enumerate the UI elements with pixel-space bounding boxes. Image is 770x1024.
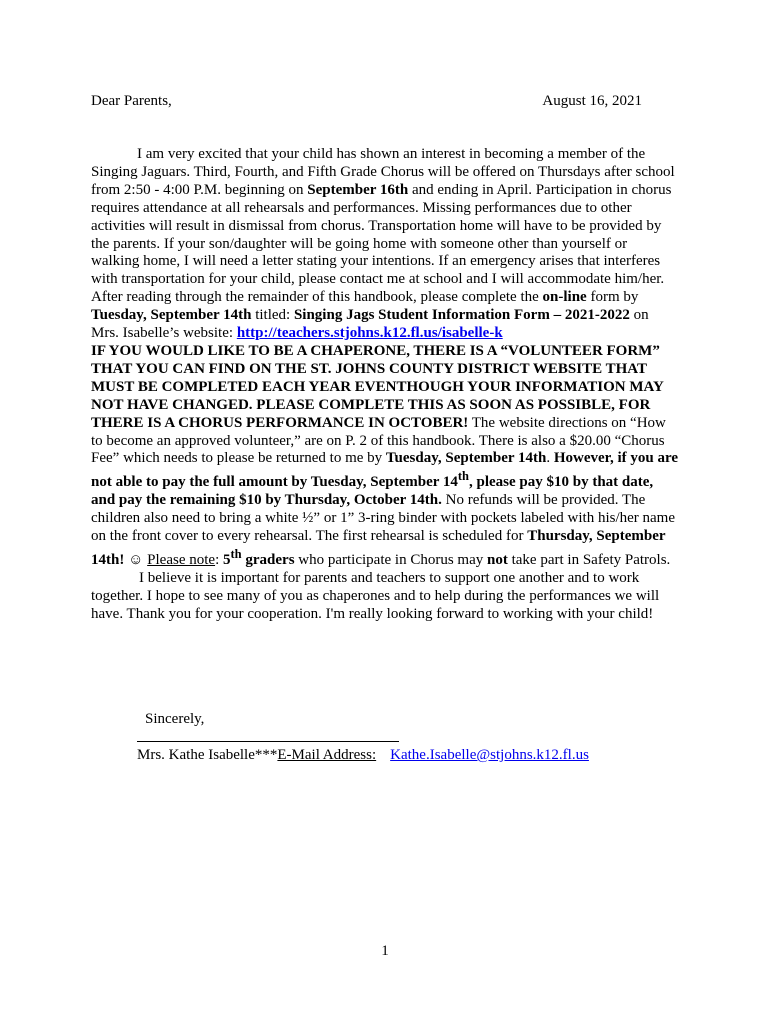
please-note: Please note [147,551,216,568]
closing: Sincerely, [145,711,205,727]
fee-deadline: However, if you are not able to pay the full amount by Tuesday, September 14 [91,450,679,491]
text-segment: on Mrs. Isabelle’s website: [91,307,649,342]
signature-name: Mrs. Kathe Isabelle*** [137,747,278,763]
text-segment: take part in Safety Patrols. [507,551,671,568]
main-paragraph [91,146,678,570]
superscript: th [457,469,469,484]
first-rehearsal-date: Thursday, September 14th! [91,528,666,568]
text-segment: No refunds will be provided. The children also need to bring a white ½” or 1” 3-ring binder with pockets labeled with his/her name on the front cover to every rehearsal. The first rehearsal is scheduled for [91,492,675,545]
superscript: th [230,546,242,561]
email-label: E-Mail Address: [277,747,377,763]
text-segment: who participate in Chorus may [294,551,487,568]
email-link[interactable]: Kathe.Isabelle@stjohns.k12.fl.us [390,747,589,763]
text-segment: and ending in April. Participation in chorus requires attendance at all rehearsals and performances. Missing performances due to other activities will result in dismissal from chorus. Transportation home will have to be provided by the parents. If your son/daughter will be going home with someone other than yourself or walking home, I will need a letter stating your intentions. If an emergency arises that interferes with transportation for your child, please contact me at school and I will accommodate him/her. After reading through the remainder of this handbook, please complete the [91,181,672,306]
website-link[interactable]: http://teachers.stjohns.k12.fl.us/isabelle-k [236,325,503,342]
text-segment: The website directions on “How to become an approved volunteer,” are on P. 2 of this handbook. There is also a $20.00 “Chorus Fee” which needs to please be returned to me by [91,414,666,467]
bold-segment: graders [241,551,295,568]
bold-segment: Tuesday, September 14th [91,307,252,324]
bold-segment: Tuesday, September 14th [385,450,547,467]
form-title: Singing Jags Student Information Form – 2021-2022 [293,307,630,324]
text-segment: titled: [251,307,294,324]
bold-segment: not [487,551,508,568]
bold-segment: on-line [542,289,587,306]
text-segment: I am very excited that your child has shown an interest in becoming a member of the Singing Jaguars. Third, Fourth, and Fifth Grade Chorus will be offered on Thursdays after school from 2:50 - 4:00 P.M. beginning on [91,146,675,198]
signature-block [137,747,589,765]
bold-segment: September 16th [307,181,409,198]
letter-body [91,146,678,624]
bold-segment: 5 [223,551,231,568]
greeting: Dear Parents, [91,93,172,109]
letter-header [91,93,642,111]
signature-line [137,741,399,742]
fee-deadline: , please pay $10 by that date, and pay the remaining $10 by Thursday, October 14th. [91,474,654,509]
chaperone-notice: IF YOU WOULD LIKE TO BE A CHAPERONE, THERE IS A “VOLUNTEER FORM” THAT YOU CAN FIND ON THE ST. JOHNS COUNTY DISTRICT WEBSITE THAT MUST BE COMPLETED EACH YEAR EVENTHOUGH YOUR INFORMATION MAY NOT HAVE CHANGED. PLEASE COMPLETE THIS AS SOON AS POSSIBLE, FOR THERE IS A CHORUS PERFORMANCE IN OCTOBER! [91,342,664,431]
letter-date: August 16, 2021 [542,93,642,109]
page-number: 1 [381,943,389,959]
text-segment: : [215,551,223,568]
text-segment: form by [586,289,639,306]
closing-paragraph: I believe it is important for parents and teachers to support one another and to work together. I hope to see many of you as chaperones and to help during the performances we will have. Thank you for your cooperation. I'm really looking forward to working with your child! [91,569,660,622]
smiley-icon: ☺ [124,551,148,568]
text-segment: . [546,450,554,467]
